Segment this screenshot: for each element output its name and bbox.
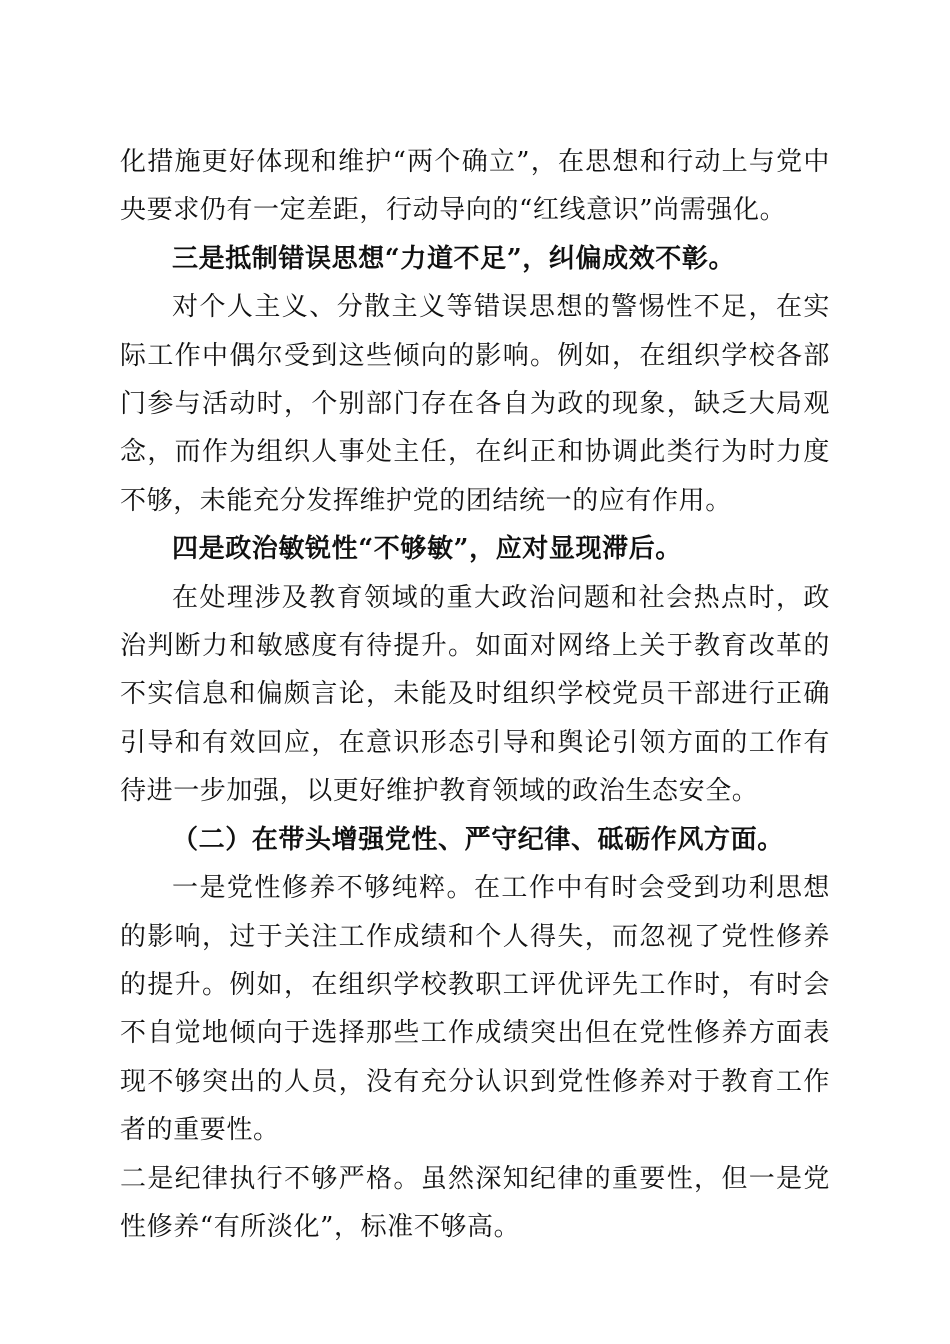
paragraph-point-three: 对个人主义、分散主义等错误思想的警惕性不足，在实际工作中偶尔受到这些倾向的影响。例如，在组织学校各部门参与活动时，个别部门存在各自为政的现象，缺乏大局观念，而作为组织人事处主任，在纠正和协调此类行为时力度不够，未能充分发挥维护党的团结统一的应有作用。 <box>120 292 830 516</box>
paragraph-continuation: 化措施更好体现和维护“两个确立”，在思想和行动上与党中央要求仍有一定差距，行动导向的“红线意识”尚需强化。 <box>120 147 830 226</box>
heading-point-four: 四是政治敏锐性“不够敏”，应对显现滞后。 <box>172 534 682 565</box>
heading-point-three: 三是抵制错误思想“力道不足”，纠偏成效不彰。 <box>172 243 736 274</box>
paragraph-party-spirit: 一是党性修养不够纯粹。在工作中有时会受到功利思想的影响，过于关注工作成绩和个人得失，而忽视了党性修养的提升。例如，在组织学校教职工评优评先工作时，有时会不自觉地倾向于选择那些工作成绩突出但在党性修养方面表现不够突出的人员，没有充分认识到党性修养对于教育工作者的重要性。 <box>120 873 830 1146</box>
document-body <box>120 138 830 1251</box>
paragraph-discipline: 二是纪律执行不够严格。虽然深知纪律的重要性，但一是党性修养“有所淡化”，标准不够高。 <box>120 1163 830 1242</box>
section-heading-two: （二）在带头增强党性、严守纪律、砥砺作风方面。 <box>172 824 784 855</box>
paragraph-point-four: 在处理涉及教育领域的重大政治问题和社会热点时，政治判断力和敏感度有待提升。如面对网络上关于教育改革的不实信息和偏颇言论，未能及时组织学校党员干部进行正确引导和有效回应，在意识形态引导和舆论引领方面的工作有待进一步加强，以更好维护教育领域的政治生态安全。 <box>120 582 830 807</box>
